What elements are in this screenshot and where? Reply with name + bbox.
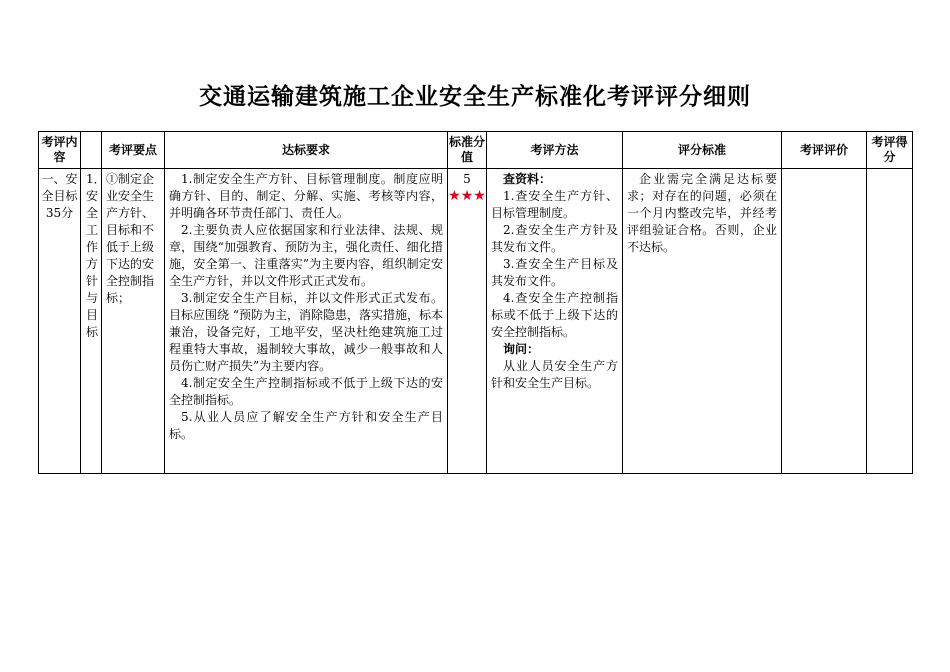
document-title: 交通运输建筑施工企业安全生产标准化考评评分细则 — [199, 84, 751, 110]
header-content: 考评内容 — [39, 132, 81, 169]
method-ask-text: 从业人员安全生产方针和安全生产目标。 — [491, 359, 618, 390]
standard-score-value: 5 — [463, 172, 471, 186]
method-item: 2.查安全生产方针及其发布文件。 — [491, 223, 618, 254]
cell-score — [867, 169, 913, 474]
criteria-text: 企业需完全满足达标要求；对存在的问题，必须在一个月内整改完毕，并经考评组验证合格。否则，企业不达标。 — [627, 172, 777, 254]
header-row — [39, 132, 913, 169]
scoring-table — [38, 131, 913, 474]
header-method: 考评方法 — [487, 132, 623, 169]
item-text: 1．安全工作方针与目标 — [86, 172, 106, 339]
star-icon: ★★★ — [448, 188, 486, 204]
cell-requirements — [165, 169, 448, 474]
header-evaluation: 考评评价 — [782, 132, 867, 169]
method-item: 4.查安全生产控制指标或不低于上级下达的安全控制指标。 — [491, 291, 618, 339]
requirement-item: 1.制定安全生产方针、目标管理制度。制度应明确方针、目的、制定、分解、实施、考核等内容，并明确各环节责任部门、责任人。 — [169, 172, 443, 220]
content-text: 一、安全目标35分 — [41, 172, 78, 220]
header-requirements: 达标要求 — [165, 132, 448, 169]
cell-item — [81, 169, 106, 474]
header-score: 考评得分 — [867, 132, 913, 169]
table-row — [39, 169, 913, 474]
cell-method — [487, 169, 623, 474]
header-points: 考评要点 — [102, 132, 165, 169]
cell-standard-score — [448, 169, 487, 474]
points-text: ①制定企业安全生产方针、目标和不低于上级下达的安全控制指标； — [106, 172, 155, 305]
cell-evaluation — [782, 169, 867, 474]
requirement-item: 4.制定安全生产控制指标或不低于上级下达的安全控制指标。 — [169, 376, 443, 407]
cell-points — [102, 169, 165, 474]
method-item: 3.查安全生产目标及其发布文件。 — [491, 257, 618, 288]
header-criteria: 评分标准 — [623, 132, 782, 169]
cell-criteria — [623, 169, 782, 474]
requirement-item: 5.从业人员应了解安全生产方针和安全生产目标。 — [169, 410, 443, 441]
requirement-item: 3.制定安全生产目标，并以文件形式正式发布。目标应围绕 “预防为主，消除隐患，落实措施，标本兼治，设备完好，工地平安，坚决杜绝建筑施工过程重特大事故，遏制较大事故，减少一般事故和人员伤亡财产损失”为主要内容。 — [169, 291, 443, 373]
header-blank — [81, 132, 102, 169]
method-item: 1.查安全生产方针、目标管理制度。 — [491, 189, 618, 220]
method-section-ask: 询问： — [503, 342, 540, 356]
cell-content — [39, 169, 81, 474]
header-standard-score: 标准分值 — [448, 132, 487, 169]
requirement-item: 2.主要负责人应依据国家和行业法律、法规、规章，围绕“加强教育、预防为主，强化责任、细化措施，安全第一、注重落实”为主要内容，组织制定安全生产方针，并以文件形式正式发布。 — [169, 223, 443, 288]
method-section-check: 查资料： — [503, 172, 552, 186]
